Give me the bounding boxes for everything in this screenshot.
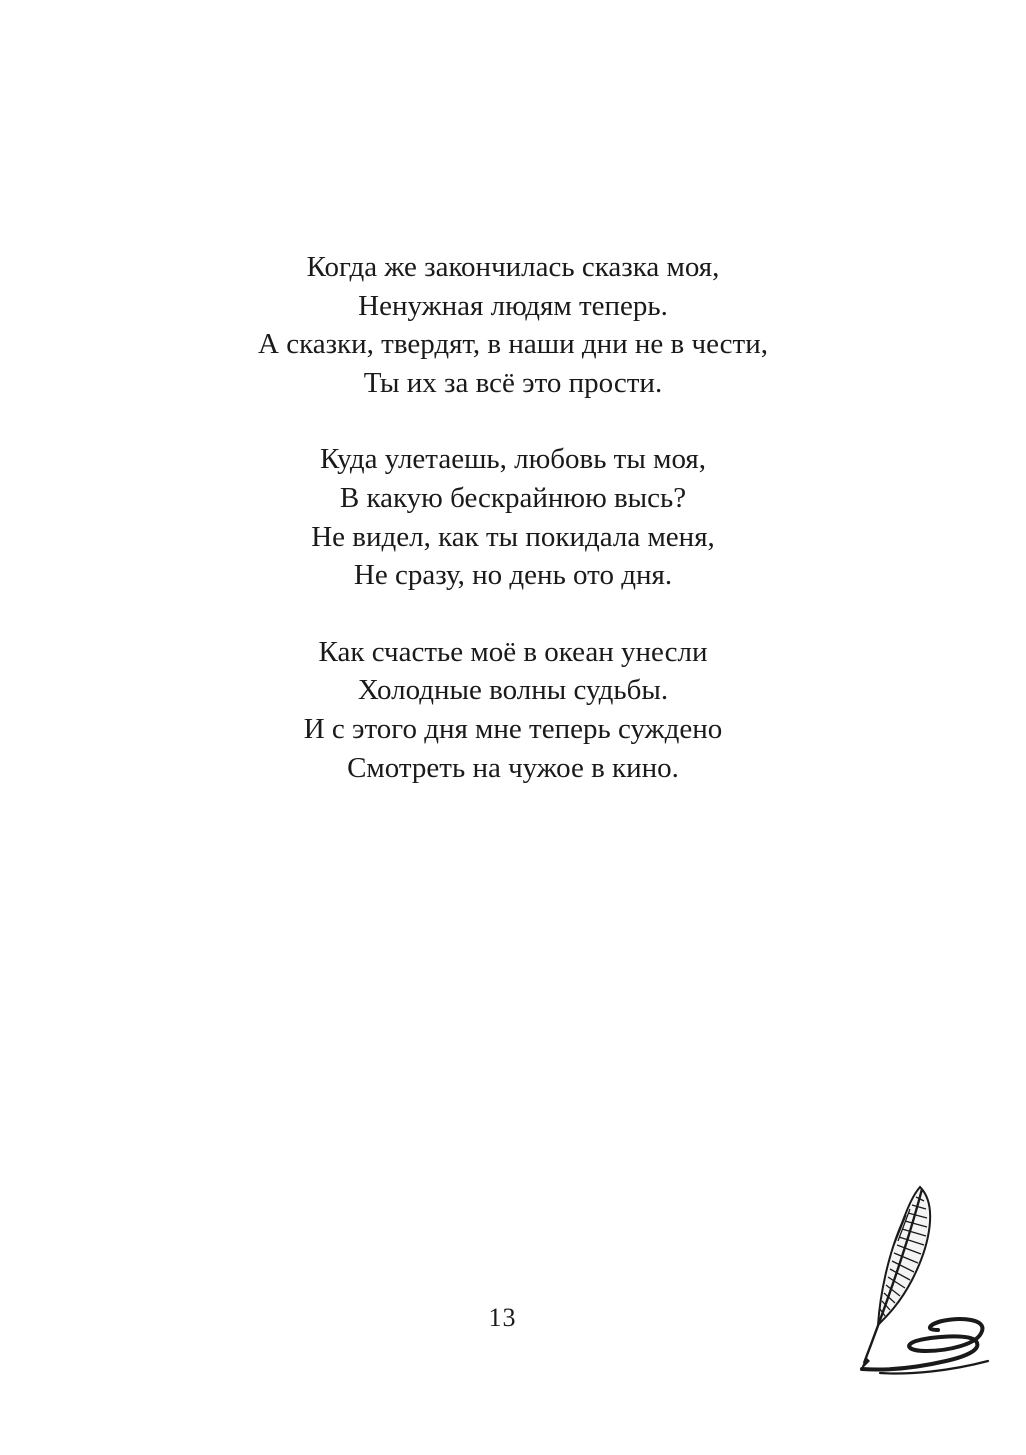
poem-line: Смотреть на чужое в кино. (347, 751, 679, 784)
poem-line: Ненужная людям теперь. (358, 289, 668, 322)
stanza-2 (0, 440, 1026, 594)
poem-line: Холодные волны судьбы. (357, 674, 669, 707)
poem-line: Куда улетаешь, любовь ты моя, (320, 443, 706, 476)
poem-line: Когда же закончилась сказка моя, (306, 251, 720, 283)
poem (0, 248, 1026, 825)
poem-line: Как счастье моё в океан унесли (318, 635, 708, 668)
poem-line: А сказки, твердят, в наши дни не в чести, (258, 328, 768, 361)
page-number: 13 (488, 1303, 517, 1332)
stanza-3 (0, 633, 1026, 787)
poem-line: В какую бескрайнюю высь? (339, 481, 687, 514)
stanza-1 (0, 248, 1026, 402)
poem-line: Не сразу, но день ото дня. (353, 559, 673, 592)
poem-line: Ты их за всё это прости. (363, 366, 663, 399)
poem-line: Не видел, как ты покидала меня, (311, 520, 715, 553)
quill-pen-icon (850, 1185, 1000, 1380)
poem-line: И с этого дня мне теперь суждено (303, 712, 723, 745)
